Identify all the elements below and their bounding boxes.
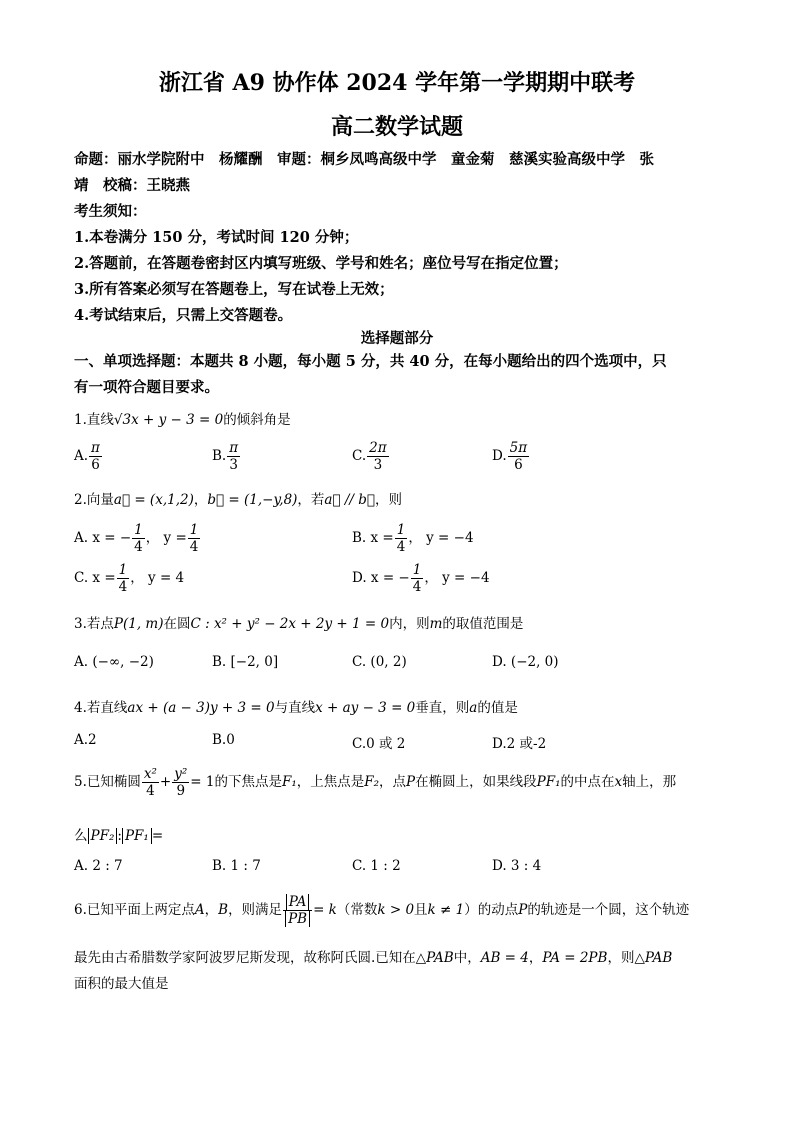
notice-item-2: 2.答题前，在答题卷密封区内填写班级、学号和姓名；座位号写在指定位置； (74, 255, 568, 272)
question-1-option-b: B. $\frac{\pi}{3}$ (212, 440, 239, 473)
notice-item-4: 4.考试结束后，只需上交答题卷。 (74, 307, 293, 324)
question-1-option-c: C. $\frac{2\pi}{3}$ (352, 440, 387, 473)
question-3-stem: 3.若点P(1, m)在圆C : x² + y² − 2x + 2y + 1 = 0内，则m的取值范围是 (74, 616, 524, 632)
question-2-option-b: B. x = $\frac{1}{4}$ ， y = −4 (352, 522, 474, 555)
question-5-option-d: D. 3 : 4 (492, 858, 542, 874)
question-5-option-c: C. 1 : 2 (352, 858, 401, 874)
section-instruction-2: 有一项符合题目要求。 (74, 379, 219, 396)
question-5-stem-line-2: 么 PF₂ : PF₁ = (74, 828, 164, 844)
question-2-stem: 2.向量a⃗ = (x,1,2)，b⃗ = (1,−y,8)，若a⃗ // b⃗，则 (74, 492, 402, 508)
question-1-option-d: D. $\frac{5\pi}{6}$ (492, 440, 528, 473)
section-instruction-1: 一、单项选择题：本题共 8 小题，每小题 5 分，共 40 分，在每小题给出的四个选项中，只 (74, 353, 667, 370)
question-1-option-a: A. $\frac{\pi}{6}$ (74, 440, 100, 473)
question-4-stem: 4.若直线ax + (a − 3)y + 3 = 0与直线x + ay − 3 = 0垂直，则a的值是 (74, 700, 518, 716)
exam-title: 浙江省 A9 协作体 2024 学年第一学期期中联考 (158, 70, 636, 96)
notice-item-1: 1.本卷满分 150 分，考试时间 120 分钟； (74, 229, 359, 246)
question-4-option-b: B.0 (212, 732, 235, 748)
question-5-option-b: B. 1 : 7 (212, 858, 261, 874)
question-3-option-a: A. (−∞, −2) (74, 654, 154, 670)
question-4-option-a: A.2 (74, 732, 97, 748)
question-2-option-a: A. x = − $\frac{1}{4}$ ， y = $\frac{1}{4}$ (74, 522, 199, 555)
question-4-option-c: C.0 或 2 (352, 736, 406, 752)
question-6-stem-line-2: 最先由古希腊数学家阿波罗尼斯发现，故称阿氏圆.已知在△PAB中，AB = 4，PA = 2PB，则△PAB (74, 950, 673, 966)
question-2-option-c: C. x = $\frac{1}{4}$ ， y = 4 (74, 562, 185, 595)
notice-item-3: 3.所有答案必须写在答题卷上，写在试卷上无效； (74, 281, 394, 298)
question-1-stem: 1.直线√3x + y − 3 = 0的倾斜角是 (74, 412, 291, 428)
authors-line-2: 靖 校稿：王晓燕 (74, 177, 190, 194)
notice-heading: 考生须知： (74, 203, 147, 220)
question-6-stem: 6.已知平面上两定点A，B，则满足 $\frac{PA}{PB}$ = k（常数k > 0且k ≠ 1）的动点P的轨迹是一个圆，这个轨迹 (74, 894, 690, 927)
authors-line-1: 命题：丽水学院附中 杨耀酬 审题：桐乡凤鸣高级中学 童金菊 慈溪实验高级中学 张 (74, 151, 654, 168)
question-3-option-b: B. [−2, 0] (212, 654, 279, 670)
question-4-option-d: D.2 或-2 (492, 736, 547, 752)
section-title: 选择题部分 (360, 330, 434, 347)
question-5-option-a: A. 2 : 7 (74, 858, 123, 874)
question-2-option-d: D. x = − $\frac{1}{4}$ ， y = −4 (352, 562, 490, 595)
exam-subtitle: 高二数学试题 (330, 114, 463, 140)
question-6-stem-line-3: 面积的最大值是 (74, 976, 169, 992)
question-3-option-c: C. (0, 2) (352, 654, 407, 670)
question-5-stem: 5.已知椭圆 $\frac{\text{x²}}{4}$ + $\frac{\text{y²}}{9}$ = 1的下焦点是F₁，上焦点是F₂，点P在椭圆上，如果线段PF₁的中点在x轴上，那 (74, 766, 677, 799)
question-3-option-d: D. (−2, 0) (492, 654, 559, 670)
